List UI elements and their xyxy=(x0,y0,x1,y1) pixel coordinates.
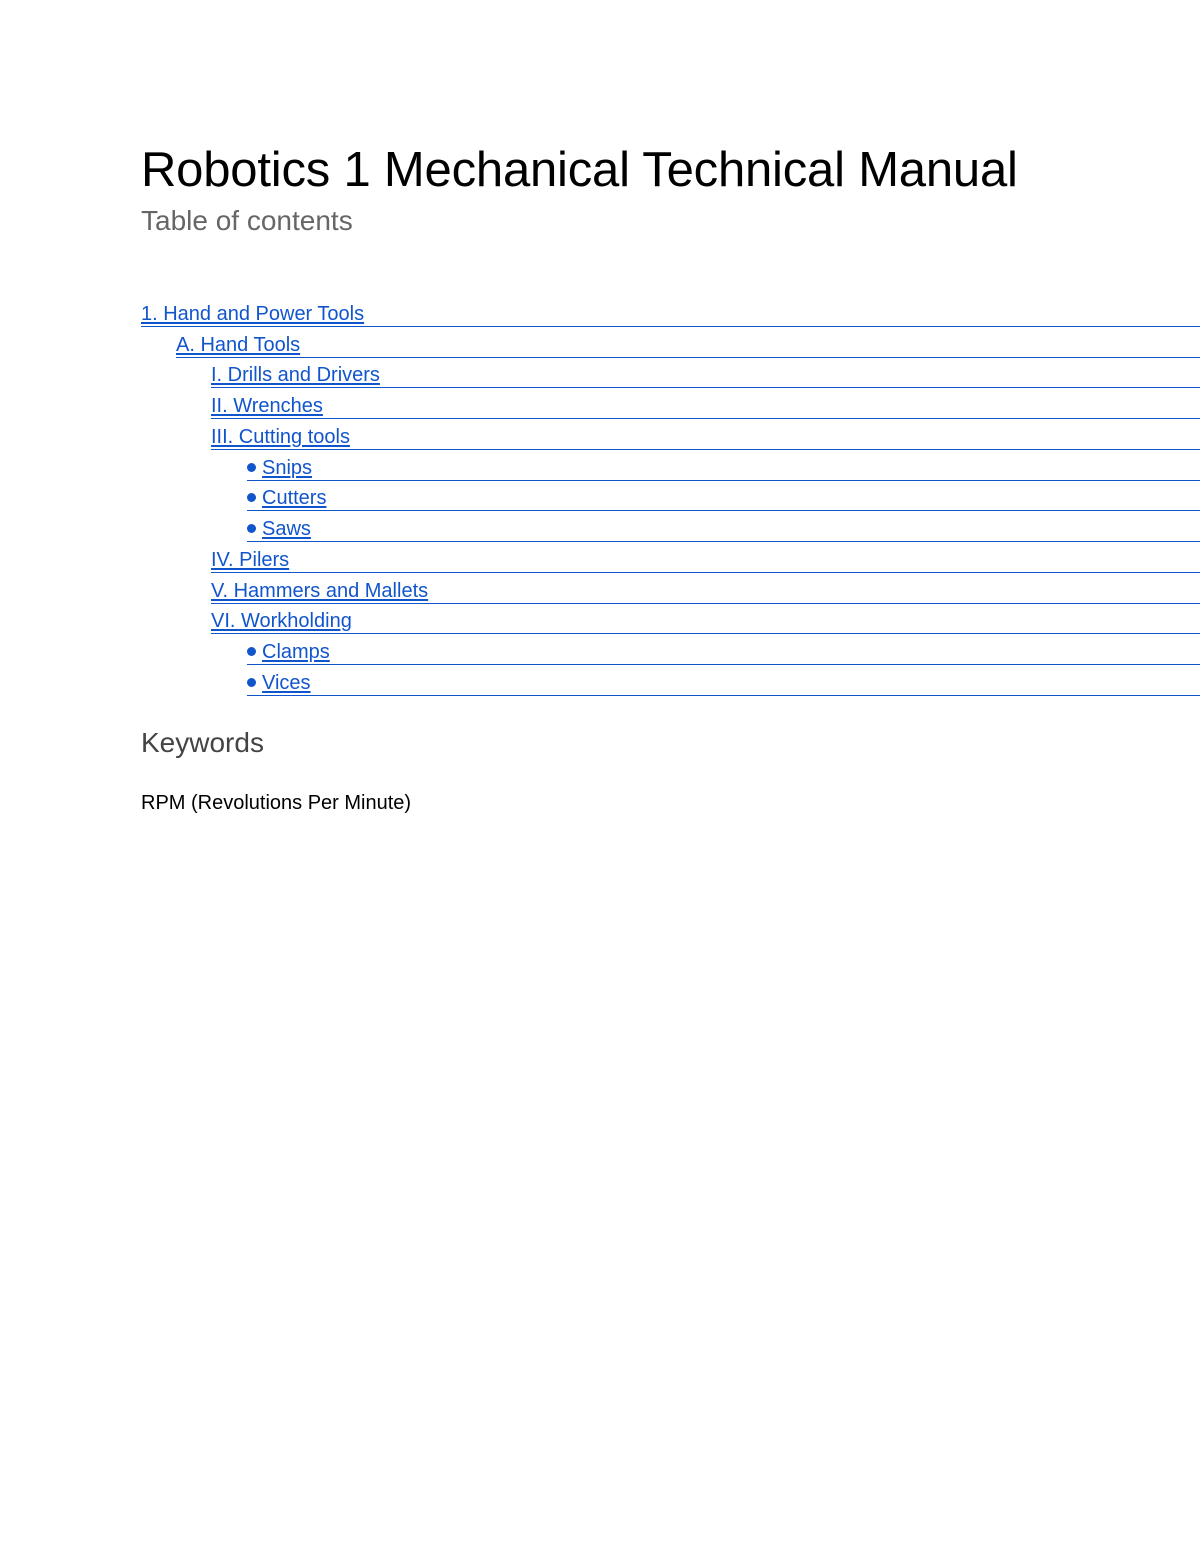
toc-entry-label: III. Cutting tools xyxy=(211,426,350,448)
toc-entry-pilers[interactable] xyxy=(211,548,1200,573)
toc-entry-label: II. Wrenches xyxy=(211,395,323,417)
toc-entry-wrenches[interactable] xyxy=(211,394,1200,419)
bullet-icon xyxy=(247,678,256,687)
toc-entry-hand-and-power-tools[interactable] xyxy=(141,302,1200,327)
toc-entry-label: Cutters xyxy=(262,487,327,509)
bullet-icon xyxy=(247,647,256,656)
toc-entry-vices[interactable] xyxy=(247,671,1200,696)
toc-entry-label: Vices xyxy=(262,672,311,694)
toc-entry-hand-tools[interactable] xyxy=(176,333,1200,358)
document-title: Robotics 1 Mechanical Technical Manual xyxy=(141,143,1018,197)
toc-entry-label: Saws xyxy=(262,518,311,540)
toc-entry-label: VI. Workholding xyxy=(211,610,352,632)
toc-entry-hammers-and-mallets[interactable] xyxy=(211,579,1200,604)
keywords-heading: Keywords xyxy=(141,727,264,758)
toc-entry-drills-and-drivers[interactable] xyxy=(211,363,1200,388)
toc-entry-snips[interactable] xyxy=(247,456,1200,481)
toc-subtitle: Table of contents xyxy=(141,205,353,236)
toc-entry-cutters[interactable] xyxy=(247,486,1200,511)
toc-entry-label: V. Hammers and Mallets xyxy=(211,580,429,602)
toc-entry-cutting-tools[interactable] xyxy=(211,425,1200,450)
toc-entry-label: A. Hand Tools xyxy=(176,334,301,356)
bullet-icon xyxy=(247,524,256,533)
toc-entry-workholding[interactable] xyxy=(211,609,1200,634)
bullet-icon xyxy=(247,463,256,472)
toc-entry-label: I. Drills and Drivers xyxy=(211,364,380,386)
toc-entry-saws[interactable] xyxy=(247,517,1200,542)
bullet-icon xyxy=(247,493,256,502)
toc-entry-label: 1. Hand and Power Tools xyxy=(141,303,365,325)
toc-entry-label: Snips xyxy=(262,457,313,479)
keyword-item: RPM (Revolutions Per Minute) xyxy=(141,792,412,814)
toc-entry-label: Clamps xyxy=(262,641,330,663)
toc-entry-clamps[interactable] xyxy=(247,640,1200,665)
toc-entry-label: IV. Pilers xyxy=(211,549,290,571)
